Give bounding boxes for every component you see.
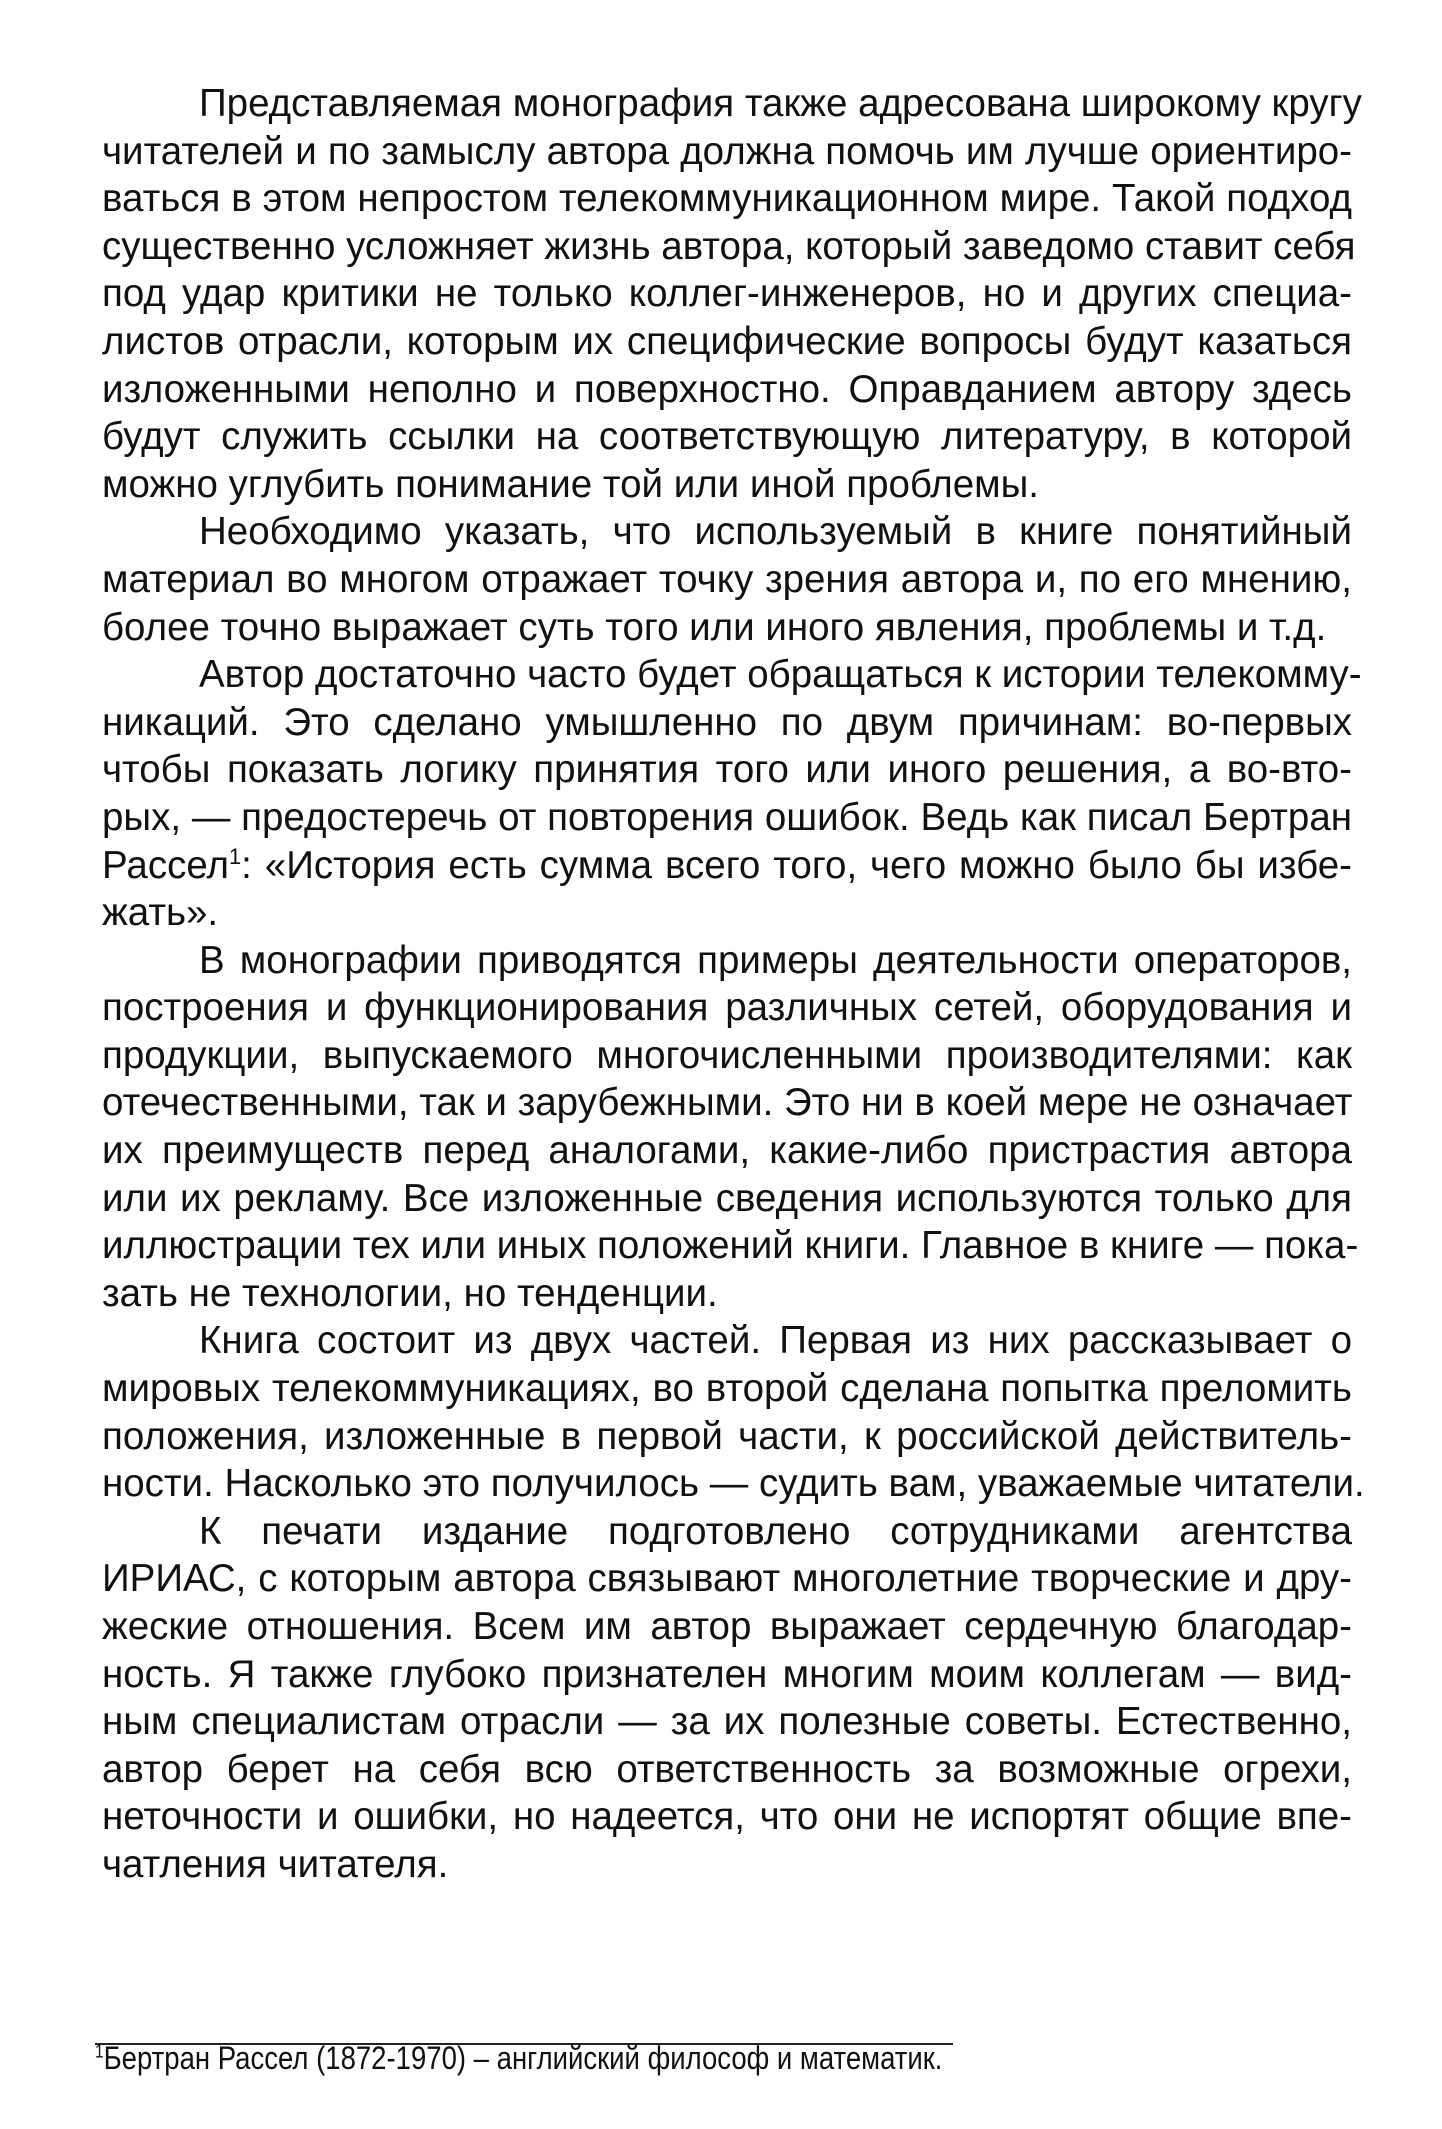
text-line: Книга состоит из двух частей. Первая из них рассказывает о bbox=[199, 1319, 1352, 1363]
document-body bbox=[102, 80, 1365, 1889]
text-line: более точно выражает суть того или иного явления, проблемы и т.д. bbox=[102, 605, 1327, 649]
text-line: никаций. Это сделано умышленно по двум причинам: во-первых bbox=[102, 700, 1352, 744]
text-line: ваться в этом непростом телекоммуникационном мире. Такой подход bbox=[102, 177, 1352, 221]
footnote-reference: 1 bbox=[228, 843, 242, 869]
paragraph-4 bbox=[102, 937, 1359, 1318]
footnote bbox=[95, 2038, 943, 2078]
text-line: иллюстрации тех или иных положений книги. Главное в книге — пока- bbox=[102, 1224, 1359, 1268]
text-line: листов отрасли, которым их специфические вопросы будут казаться bbox=[102, 319, 1352, 363]
text-line: существенно усложняет жизнь автора, который заведомо ставит себя bbox=[102, 224, 1356, 268]
text-line: Автор достаточно часто будет обращаться к истории телекомму- bbox=[199, 653, 1362, 697]
text-line: жать». bbox=[102, 891, 219, 935]
paragraph-2 bbox=[102, 508, 1352, 651]
text-line: под удар критики не только коллег-инженеров, но и других специа- bbox=[102, 272, 1352, 316]
text-line: ИРИАС, с которым автора связывают многолетние творческие и дру- bbox=[102, 1557, 1352, 1601]
footnote-text: Бертран Рассел (1872-1970) – английский философ и математик. bbox=[103, 2040, 943, 2076]
text-line: ность. Я также глубоко признателен многим моим коллегам — вид- bbox=[102, 1652, 1352, 1696]
text-line: мировых телекоммуникациях, во второй сделана попытка преломить bbox=[102, 1367, 1352, 1411]
text-line: автор берет на себя всю ответственность за возможные огрехи, bbox=[102, 1747, 1352, 1791]
text-line: Необходимо указать, что используемый в книге понятийный bbox=[199, 510, 1352, 554]
text-line: чтобы показать логику принятия того или иного решения, а во-вто- bbox=[102, 748, 1352, 792]
text-line: неточности и ошибки, но надеется, что они не испортят общие впе- bbox=[102, 1795, 1352, 1839]
text-line: зать не технологии, но тенденции. bbox=[102, 1271, 718, 1315]
text-line: можно углубить понимание той или иной проблемы. bbox=[102, 462, 1039, 506]
paragraph-5 bbox=[102, 1317, 1365, 1507]
text-line: изложенными неполно и поверхностно. Оправданием автору здесь bbox=[102, 367, 1352, 411]
text-line: продукции, выпускаемого многочисленными производителями: как bbox=[102, 1033, 1352, 1077]
paragraph-3 bbox=[102, 651, 1362, 937]
text-line: В монографии приводятся примеры деятельности операторов, bbox=[199, 938, 1352, 982]
text-line: чатления читателя. bbox=[102, 1842, 449, 1886]
text-line-with-footnote-ref bbox=[102, 842, 1352, 890]
paragraph-1 bbox=[102, 80, 1362, 508]
text-fragment: : «История есть сумма всего того, чего можно было бы избе- bbox=[241, 843, 1352, 887]
text-line: ности. Насколько это получилось — судить вам, уважаемые читатели. bbox=[102, 1462, 1365, 1506]
text-line: построения и функционирования различных сетей, оборудования и bbox=[102, 986, 1352, 1030]
text-line: рых, — предостеречь от повторения ошибок. Ведь как писал Бертран bbox=[102, 795, 1352, 839]
text-line: положения, изложенные в первой части, к российской действитель- bbox=[102, 1414, 1352, 1458]
text-line: читателей и по замыслу автора должна помочь им лучше ориентиро- bbox=[102, 129, 1352, 173]
text-line: или их рекламу. Все изложенные сведения используются только для bbox=[102, 1176, 1352, 1220]
text-line: К печати издание подготовлено сотрудниками агентства bbox=[199, 1509, 1352, 1553]
text-line: отечественными, так и зарубежными. Это ни в коей мере не означает bbox=[102, 1081, 1353, 1125]
text-line: ным специалистам отрасли — за их полезные советы. Естественно, bbox=[102, 1700, 1352, 1744]
text-line: будут служить ссылки на соответствующую литературу, в которой bbox=[102, 415, 1352, 459]
text-fragment: Рассел bbox=[102, 843, 229, 887]
footnote-marker: 1 bbox=[95, 2041, 104, 2062]
text-line: материал во многом отражает точку зрения автора и, по его мнению, bbox=[102, 557, 1352, 601]
text-line: жеские отношения. Всем им автор выражает сердечную благодар- bbox=[102, 1605, 1352, 1648]
paragraph-6 bbox=[102, 1508, 1352, 1889]
text-line: Представляемая монография также адресована широкому кругу bbox=[199, 82, 1362, 125]
text-line: их преимуществ перед аналогами, какие-либо пристрастия автора bbox=[102, 1129, 1352, 1173]
